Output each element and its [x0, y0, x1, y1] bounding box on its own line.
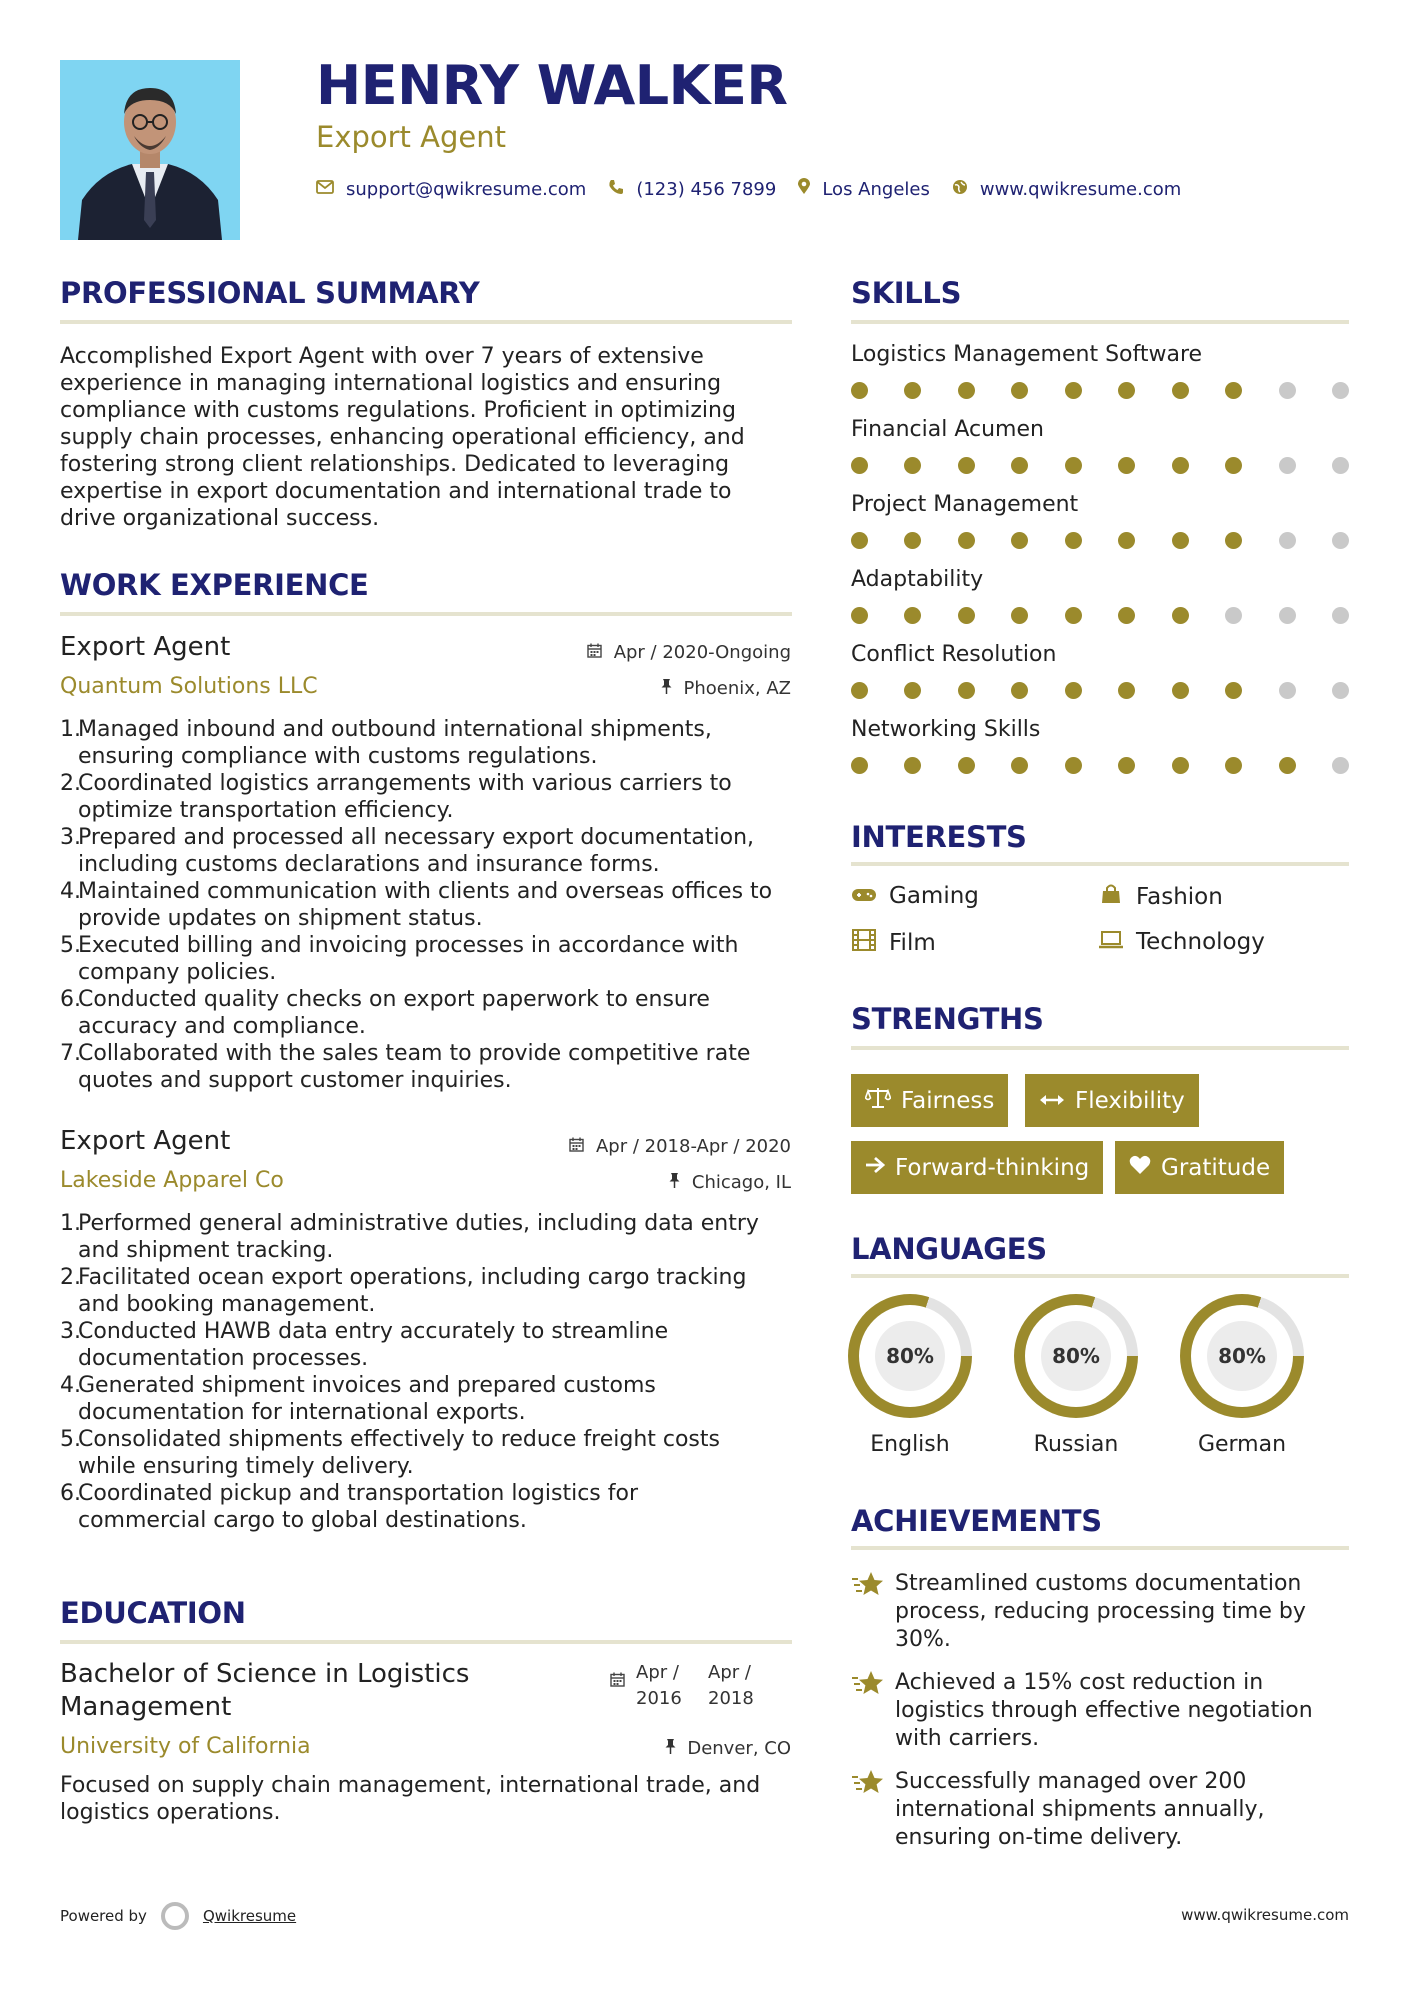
skill-name: Project Management [851, 492, 1079, 517]
summary-divider [60, 320, 792, 324]
balance-scale-icon [865, 1087, 891, 1115]
edu-location [665, 1738, 791, 1759]
skills-divider [851, 320, 1349, 324]
skill-dot-filled [1065, 382, 1082, 399]
list-item: 3. Prepared and processed all necessary export documentation, including customs declarations and insurance forms. [60, 825, 755, 877]
list-item: 2. Coordinated logistics arrangements with various carriers to optimize transportation efficiency. [60, 771, 732, 823]
phone-icon [608, 179, 624, 200]
skill-dot-empty [1332, 607, 1349, 624]
summary-line: expertise in export documentation and international trade to [60, 479, 732, 504]
skill-rating [851, 757, 1349, 774]
language-item [1172, 1294, 1312, 1457]
job-location [661, 678, 791, 699]
skill-dot-filled [1225, 757, 1242, 774]
skill-dot-empty [1332, 382, 1349, 399]
skill-dot-filled [1172, 757, 1189, 774]
language-name: Russian [1033, 1432, 1119, 1457]
language-ring [1014, 1294, 1138, 1418]
skill-dot-filled [851, 457, 868, 474]
horizontal-arrows-icon [1039, 1088, 1065, 1113]
globe-icon [952, 179, 968, 200]
job-location-text: Chicago, IL [691, 1172, 791, 1193]
calendar-icon [587, 642, 608, 663]
skill-dot-filled [958, 757, 975, 774]
job-title: Export Agent [60, 1126, 231, 1156]
gamepad-icon [851, 884, 877, 909]
powered-by [60, 1902, 296, 1930]
skill-dot-filled [1225, 457, 1242, 474]
job-company: Quantum Solutions LLC [60, 674, 318, 699]
list-item: 6. Conducted quality checks on export paperwork to ensure accuracy and compliance. [60, 987, 710, 1039]
job-responsibilities [60, 1210, 795, 1534]
qwikresume-link[interactable]: Qwikresume [202, 1907, 297, 1925]
strengths-heading: STRENGTHS [851, 1002, 1044, 1036]
list-item: 7. Collaborated with the sales team to provide competitive rate quotes and support customer inquiries. [60, 1041, 751, 1093]
skill-dot-filled [1172, 382, 1189, 399]
job-date-text: Apr / 2020-Ongoing [613, 642, 791, 663]
skill-dot-empty [1332, 457, 1349, 474]
list-item: 3. Conducted HAWB data entry accurately to streamline documentation processes. [60, 1319, 669, 1371]
language-ring [1180, 1294, 1304, 1418]
phone-text: (123) 456 7899 [636, 178, 777, 200]
skill-rating [851, 382, 1349, 399]
language-ring [848, 1294, 972, 1418]
skill-dot-filled [904, 682, 921, 699]
calendar-icon [569, 1136, 590, 1157]
skill-dot-filled [1118, 457, 1135, 474]
skill-dot-empty [1279, 532, 1296, 549]
achievement-item [851, 1669, 1349, 1753]
language-item [1006, 1294, 1146, 1457]
edu-location-text: Denver, CO [687, 1738, 791, 1759]
skill-dot-filled [851, 382, 868, 399]
list-item: 5. Consolidated shipments effectively to reduce freight costs while ensuring timely delivery. [60, 1427, 720, 1479]
skill-dot-filled [1011, 757, 1028, 774]
skill-dot-empty [1332, 682, 1349, 699]
summary-line: compliance with customs regulations. Proficient in optimizing [60, 398, 736, 423]
skill-name: Financial Acumen [851, 417, 1044, 442]
interest-item [851, 929, 936, 957]
summary-heading: PROFESSIONAL SUMMARY [60, 276, 480, 310]
edu-start-date: Apr / 2016 [636, 1662, 682, 1709]
experience-heading: WORK EXPERIENCE [60, 568, 369, 602]
skill-dot-filled [1172, 607, 1189, 624]
star-icon [851, 1570, 895, 1654]
interest-label: Film [889, 930, 936, 956]
skill-dot-filled [958, 607, 975, 624]
star-icon [851, 1669, 895, 1753]
experience-divider [60, 612, 792, 616]
skills-heading: SKILLS [851, 276, 962, 310]
interests-divider [851, 862, 1349, 866]
skill-dot-filled [958, 532, 975, 549]
skill-dot-filled [1065, 457, 1082, 474]
summary-line: Accomplished Export Agent with over 7 years of extensive [60, 344, 704, 369]
edu-end-date: Apr / 2018 [708, 1662, 754, 1709]
skill-dot-empty [1279, 607, 1296, 624]
achievement-item [851, 1570, 1349, 1654]
skill-dot-empty [1279, 382, 1296, 399]
list-item: 1. Managed inbound and outbound international shipments, ensuring compliance with customs regulations. [60, 717, 712, 769]
contact-bar [316, 178, 1203, 200]
skill-dot-filled [851, 607, 868, 624]
skill-dot-filled [1225, 382, 1242, 399]
skill-dot-filled [851, 682, 868, 699]
skill-dot-filled [1172, 457, 1189, 474]
skill-rating [851, 607, 1349, 624]
summary-line: drive organizational success. [60, 506, 380, 531]
skill-dot-filled [958, 682, 975, 699]
skill-dot-filled [1065, 532, 1082, 549]
job-location [669, 1172, 791, 1193]
language-item [840, 1294, 980, 1457]
list-item: 5. Executed billing and invoicing processes in accordance with company policies. [60, 933, 739, 985]
list-item: 2. Facilitated ocean export operations, including cargo tracking and booking management. [60, 1265, 747, 1317]
pushpin-icon [665, 1738, 682, 1759]
skill-dot-filled [904, 532, 921, 549]
skill-dot-filled [1011, 382, 1028, 399]
strength-tag [851, 1141, 1103, 1194]
contact-phone[interactable] [608, 179, 776, 200]
list-item: 4. Generated shipment invoices and prepared customs documentation for international exports. [60, 1373, 656, 1425]
skill-dot-empty [1279, 682, 1296, 699]
language-name: German [1197, 1432, 1287, 1457]
job-responsibilities [60, 716, 795, 1094]
edu-description: Focused on supply chain management, international trade, and logistics operations. [60, 1773, 761, 1825]
interest-item [851, 883, 979, 909]
job-location-text: Phoenix, AZ [683, 678, 791, 699]
skill-dot-filled [904, 757, 921, 774]
star-icon [851, 1768, 895, 1852]
degree-title: Bachelor of Science in Logistics Management [60, 1659, 470, 1722]
skill-dot-filled [1172, 532, 1189, 549]
skill-rating [851, 682, 1349, 699]
achievement-text: Successfully managed over 200 international shipments annually, ensuring on-time delivery. [895, 1769, 1265, 1850]
calendar-icon [610, 1672, 625, 1691]
skill-dot-filled [1011, 607, 1028, 624]
job-date [569, 1136, 791, 1157]
powered-by-label: Powered by [60, 1907, 147, 1925]
qwikresume-logo-icon [161, 1902, 189, 1930]
profile-photo [60, 60, 240, 240]
job-date-text: Apr / 2018-Apr / 2020 [595, 1136, 791, 1157]
list-item: 1. Performed general administrative duties, including data entry and shipment tracking. [60, 1211, 759, 1263]
interest-item [1098, 929, 1265, 955]
heart-icon [1129, 1155, 1151, 1181]
skill-dot-filled [1065, 682, 1082, 699]
skill-dot-filled [1279, 757, 1296, 774]
skill-dot-filled [904, 457, 921, 474]
skill-name: Logistics Management Software [851, 342, 1203, 367]
language-percent: 80% [875, 1321, 945, 1391]
skill-dot-filled [851, 532, 868, 549]
strength-label: Gratitude [1161, 1154, 1271, 1181]
candidate-title: Export Agent [316, 120, 506, 154]
language-percent: 80% [1207, 1321, 1277, 1391]
film-icon [851, 929, 877, 957]
skill-dot-filled [1118, 532, 1135, 549]
education-divider [60, 1640, 792, 1644]
skill-dot-filled [1011, 682, 1028, 699]
achievements-heading: ACHIEVEMENTS [851, 1504, 1102, 1538]
skill-dot-filled [1118, 607, 1135, 624]
skill-dot-filled [1118, 382, 1135, 399]
skill-dot-filled [1225, 532, 1242, 549]
skill-dot-filled [1011, 532, 1028, 549]
pushpin-icon [669, 1172, 686, 1193]
job-title: Export Agent [60, 632, 231, 662]
list-item: 4. Maintained communication with clients and overseas offices to provide updates on shipment status. [60, 879, 773, 931]
skill-dot-filled [1011, 457, 1028, 474]
achievement-text: Achieved a 15% cost reduction in logistics through effective negotiation with carriers. [895, 1670, 1313, 1751]
skill-dot-filled [904, 382, 921, 399]
skill-dot-empty [1279, 457, 1296, 474]
skill-dot-empty [1332, 757, 1349, 774]
achievement-text: Streamlined customs documentation process, reducing processing time by 30%. [895, 1571, 1306, 1652]
candidate-name: HENRY WALKER [316, 54, 788, 117]
skill-dot-filled [1065, 757, 1082, 774]
summary-text [60, 343, 800, 532]
skill-name: Networking Skills [851, 717, 1041, 742]
strength-tag [851, 1074, 1008, 1127]
education-heading: EDUCATION [60, 1596, 246, 1630]
language-name: English [870, 1432, 950, 1457]
pushpin-icon [661, 678, 678, 699]
summary-line: supply chain processes, enhancing operational efficiency, and [60, 425, 745, 450]
strength-label: Flexibility [1075, 1087, 1185, 1114]
skill-name: Adaptability [851, 567, 984, 592]
school-name: University of California [60, 1734, 311, 1759]
skill-dot-filled [1172, 682, 1189, 699]
language-percent: 80% [1041, 1321, 1111, 1391]
achievement-item [851, 1768, 1349, 1852]
languages-heading: LANGUAGES [851, 1232, 1047, 1266]
strengths-divider [851, 1046, 1349, 1050]
contact-email[interactable] [316, 179, 586, 200]
skill-dot-filled [904, 607, 921, 624]
interests-heading: INTERESTS [851, 820, 1027, 854]
summary-line: experience in managing international logistics and ensuring [60, 371, 722, 396]
skill-dot-empty [1225, 607, 1242, 624]
contact-location [798, 178, 930, 200]
shopping-bag-icon [1098, 883, 1124, 911]
job-company: Lakeside Apparel Co [60, 1168, 284, 1193]
skill-dot-filled [1065, 607, 1082, 624]
map-pin-icon [798, 178, 810, 200]
skill-dot-filled [1118, 757, 1135, 774]
interest-label: Technology [1136, 929, 1265, 955]
email-text: support@qwikresume.com [346, 178, 587, 200]
list-item: 6. Coordinated pickup and transportation logistics for commercial cargo to global destinations. [60, 1481, 639, 1533]
interest-label: Gaming [889, 883, 979, 909]
footer-website[interactable]: www.qwikresume.com [1181, 1906, 1349, 1924]
website-text: www.qwikresume.com [979, 178, 1182, 200]
languages-divider [851, 1274, 1349, 1278]
arrow-right-icon [865, 1155, 885, 1180]
strength-tag [1025, 1074, 1199, 1127]
skill-dot-filled [958, 457, 975, 474]
summary-line: fostering strong client relationships. Dedicated to leveraging [60, 452, 730, 477]
skill-dot-filled [851, 757, 868, 774]
strength-tag [1115, 1141, 1284, 1194]
achievements-divider [851, 1546, 1349, 1550]
interest-label: Fashion [1136, 884, 1223, 910]
skill-rating [851, 457, 1349, 474]
skill-dot-filled [1118, 682, 1135, 699]
skill-dot-empty [1332, 532, 1349, 549]
skill-name: Conflict Resolution [851, 642, 1057, 667]
skill-dot-filled [958, 382, 975, 399]
interest-item [1098, 883, 1223, 911]
strength-label: Forward-thinking [895, 1154, 1090, 1181]
strength-label: Fairness [901, 1087, 995, 1114]
envelope-icon [316, 179, 334, 199]
contact-website[interactable] [952, 179, 1181, 200]
location-text: Los Angeles [822, 178, 930, 200]
skill-dot-filled [1225, 682, 1242, 699]
laptop-icon [1098, 930, 1124, 955]
job-date [587, 642, 791, 663]
skill-rating [851, 532, 1349, 549]
